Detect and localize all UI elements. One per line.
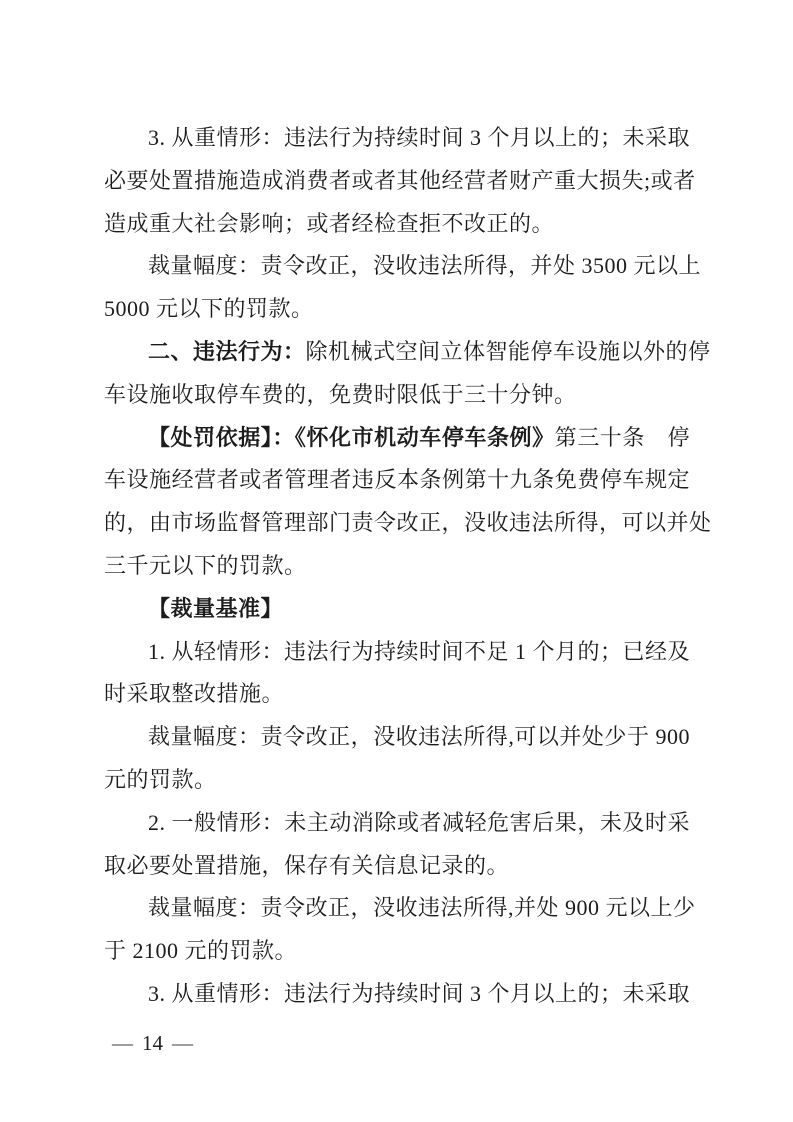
line-text: 元的罚款。 xyxy=(104,766,217,792)
text-line-violation-heading xyxy=(104,331,711,374)
line-text: 必要处置措施造成消费者或者其他经营者财产重大损失;或者 xyxy=(104,167,696,193)
text-line xyxy=(104,245,702,288)
page-number-dash-right: — xyxy=(172,1031,193,1055)
text-line xyxy=(104,973,690,1016)
text-line xyxy=(104,203,690,246)
text-line xyxy=(104,545,690,588)
bold-text: 【处罚依据】：《怀化市机动车停车条例》 xyxy=(148,424,555,450)
line-text: 5000 元以下的罚款。 xyxy=(104,296,314,322)
line-text: 于 2100 元的罚款。 xyxy=(104,938,298,964)
page-number-dash-left: — xyxy=(112,1031,133,1055)
line-text: 裁量幅度：责令改正，没收违法所得,并处 900 元以上少 xyxy=(148,895,696,921)
line-text: 裁量幅度：责令改正，没收违法所得，并处 3500 元以上 xyxy=(148,253,702,279)
bold-text: 二、违法行为： xyxy=(148,338,306,364)
text-line xyxy=(104,288,690,331)
line-text: 车设施收取停车费的，免费时限低于三十分钟。 xyxy=(104,381,577,407)
line-text: 除机械式空间立体智能停车设施以外的停 xyxy=(305,338,711,364)
line-text: 造成重大社会影响；或者经检查拒不改正的。 xyxy=(104,210,555,236)
text-line xyxy=(104,374,690,417)
line-text: 1. 从轻情形：违法行为持续时间不足 1 个月的；已经及 xyxy=(148,638,691,664)
line-text: 时采取整改措施。 xyxy=(104,681,285,707)
line-text: 第三十条 停 xyxy=(554,424,690,450)
text-line xyxy=(104,845,690,888)
line-text: 3. 从重情形：违法行为持续时间 3 个月以上的；未采取 xyxy=(148,980,691,1006)
text-line xyxy=(104,673,690,716)
line-text: 车设施经营者或者管理者违反本条例第十九条免费停车规定 xyxy=(104,467,690,493)
text-line xyxy=(104,160,696,203)
text-line xyxy=(104,759,690,802)
text-line xyxy=(104,930,690,973)
document-body xyxy=(104,117,712,1016)
page-number-value: 14 xyxy=(142,1031,163,1055)
line-text: 的，由市场监督管理部门责令改正，没收违法所得，可以并处 xyxy=(104,510,712,536)
text-line xyxy=(104,802,690,845)
page-number xyxy=(112,1028,193,1058)
text-line xyxy=(104,502,712,545)
line-text: 裁量幅度：责令改正，没收违法所得,可以并处少于 900 xyxy=(148,724,690,750)
line-text: 3. 从重情形：违法行为持续时间 3 个月以上的；未采取 xyxy=(148,125,691,150)
text-line-penalty-basis-heading xyxy=(104,417,690,460)
line-text: 2. 一般情形：未主动消除或者减轻危害后果，未及时采 xyxy=(148,809,690,835)
bold-text: 【裁量基准】 xyxy=(148,595,284,621)
text-line xyxy=(104,459,690,502)
line-text: 取必要处置措施，保存有关信息记录的。 xyxy=(104,852,510,878)
text-line xyxy=(104,716,690,759)
line-text: 三千元以下的罚款。 xyxy=(104,552,307,578)
text-line xyxy=(104,117,690,160)
text-line xyxy=(104,631,690,674)
text-line-discretion-standard-heading xyxy=(104,588,690,631)
text-line xyxy=(104,887,696,930)
